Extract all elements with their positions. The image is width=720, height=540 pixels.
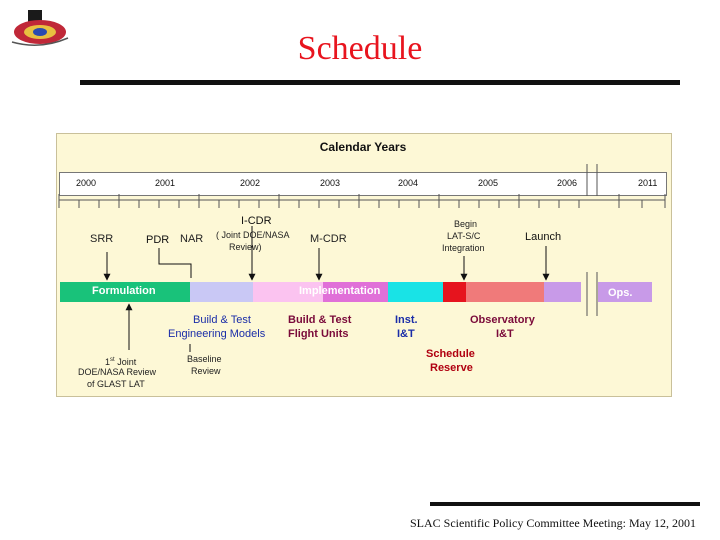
- observatory-it-band: [466, 282, 544, 302]
- year-label: 2003: [320, 178, 341, 188]
- nar-label: NAR: [180, 233, 204, 245]
- joint-sup: st: [110, 357, 115, 363]
- footer-rule: [430, 502, 700, 506]
- lat-sc-label: LAT-S/C: [447, 231, 481, 241]
- launch-label: Launch: [525, 231, 562, 243]
- year-label: 2001: [155, 178, 176, 188]
- schedule-reserve-band: [443, 282, 466, 302]
- inst-it-band: [388, 282, 443, 302]
- inst-it-label: I&T: [397, 328, 415, 340]
- observatory-it-label: I&T: [496, 328, 514, 340]
- implementation-label: Implementation: [299, 285, 381, 297]
- srr-label: SRR: [90, 233, 114, 245]
- year-label: 2011: [638, 178, 658, 188]
- integration-label: Integration: [442, 243, 485, 253]
- page-title: Schedule: [297, 30, 423, 67]
- formulation-label: Formulation: [92, 285, 156, 297]
- baseline-label: Baseline: [187, 354, 222, 364]
- build-test-eng-line1: Build & Test: [193, 314, 251, 326]
- build-test-eng-line2: Engineering Models: [168, 328, 266, 340]
- mcdr-label: M-CDR: [310, 233, 347, 245]
- build-test-flight-line2: Flight Units: [288, 328, 349, 340]
- year-label: 2000: [76, 178, 97, 188]
- eng-models-band: [190, 282, 253, 302]
- schedule-reserve-line2: Reserve: [430, 362, 473, 374]
- schedule-reserve-line1: Schedule: [426, 348, 475, 360]
- joint-review-line3: of GLAST LAT: [87, 379, 145, 389]
- calendar-years-label: Calendar Years: [319, 140, 407, 154]
- year-label: 2005: [478, 178, 499, 188]
- year-label: 2004: [398, 178, 419, 188]
- footer-text: SLAC Scientific Policy Committee Meeting: May 12, 2001: [410, 516, 696, 530]
- inst-label: Inst.: [395, 314, 418, 326]
- ops-label: Ops.: [608, 287, 633, 299]
- observatory-label: Observatory: [470, 314, 535, 326]
- icdr-label: I-CDR: [241, 215, 272, 227]
- icdr-note-line2: Review): [229, 242, 262, 252]
- begin-label: Begin: [454, 219, 478, 229]
- build-test-flight-line1: Build & Test: [288, 314, 352, 326]
- review-label: Review: [191, 366, 221, 376]
- title-underline: [80, 80, 680, 85]
- pdr-label: PDR: [146, 234, 170, 246]
- pre-launch-band: [544, 282, 581, 302]
- joint-rest: Joint: [114, 357, 137, 367]
- joint-num: 1: [105, 357, 111, 367]
- year-label: 2006: [557, 178, 578, 188]
- icdr-note-line1: ( Joint DOE/NASA: [216, 230, 290, 240]
- joint-review-line2: DOE/NASA Review: [78, 367, 157, 377]
- year-label: 2002: [240, 178, 261, 188]
